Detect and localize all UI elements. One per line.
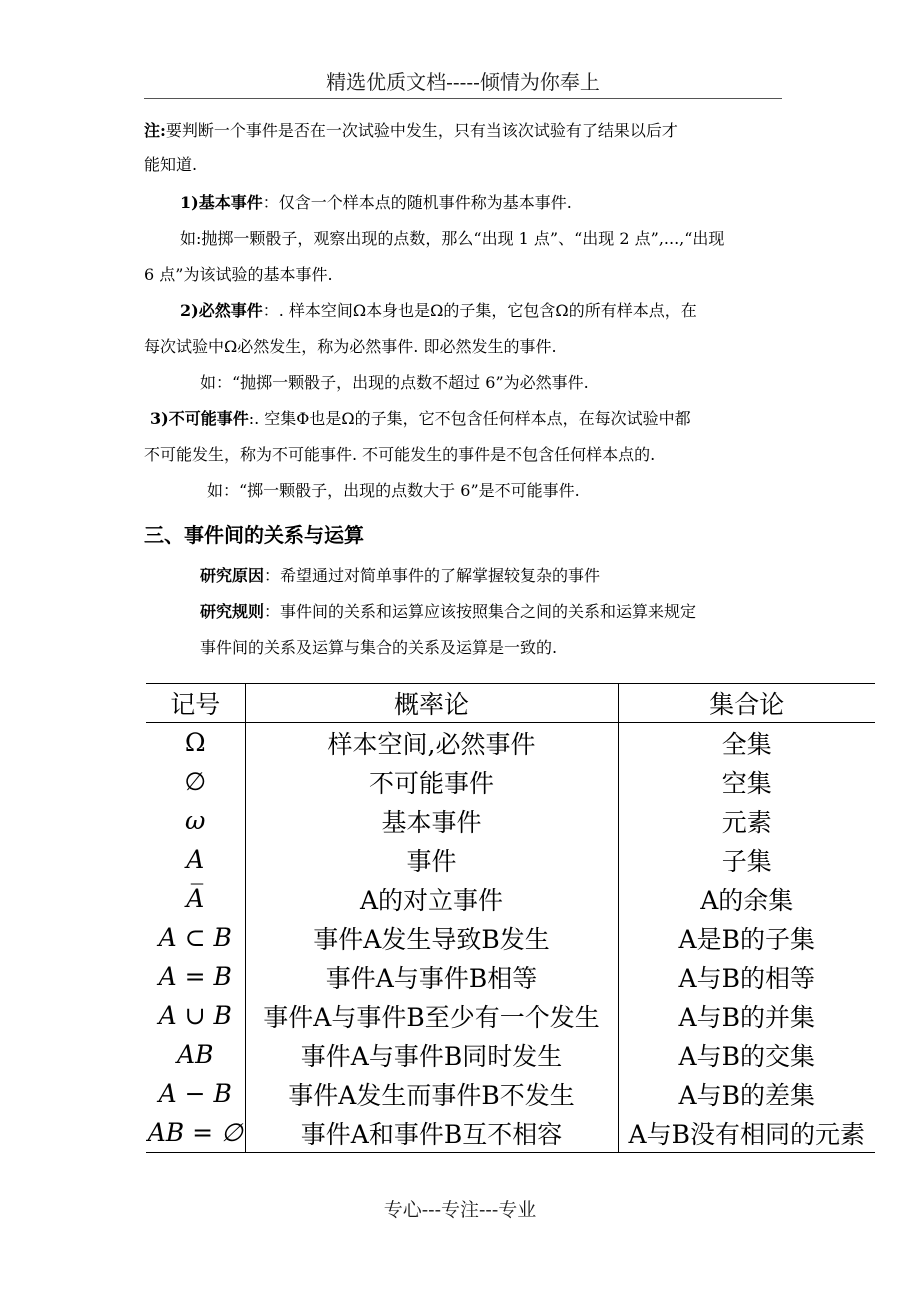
- table-row: [146, 762, 875, 801]
- note-text-2: 能知道.: [144, 155, 198, 174]
- symbol-cell: A ∪ B: [158, 1001, 232, 1030]
- set-cell: A的余集: [700, 885, 794, 915]
- set-cell: A与B的相等: [678, 963, 815, 993]
- basic-event-text: ：仅含一个样本点的随机事件称为基本事件.: [262, 193, 572, 212]
- probability-cell: 样本空间,必然事件: [245, 723, 618, 763]
- probability-cell: 事件A与事件B至少有一个发生: [245, 996, 618, 1035]
- certain-event-text-1: ：. 样本空间Ω本身也是Ω的子集，它包含Ω的所有样本点，在: [262, 301, 697, 320]
- probability-cell: 事件A和事件B互不相容: [245, 1113, 618, 1153]
- set-cell: 子集: [721, 846, 772, 876]
- research-rule-text: ：事件间的关系和运算应该按照集合之间的关系和运算来规定: [264, 602, 697, 621]
- header-symbol: 记号: [146, 684, 245, 723]
- note-label: 注:: [144, 121, 166, 140]
- probability-cell: A的对立事件: [245, 879, 618, 918]
- table-row: [146, 957, 875, 996]
- set-cell: A与B的差集: [678, 1080, 815, 1110]
- probability-cell: 事件A与事件B同时发生: [245, 1035, 618, 1074]
- note-text-1: 要判断一个事件是否在一次试验中发生，只有当该次试验有了结果以后才: [165, 121, 678, 140]
- set-cell: A与B的并集: [678, 1002, 815, 1032]
- research-rule-text-2: 事件间的关系及运算与集合的关系及运算是一致的.: [200, 638, 558, 657]
- impossible-event-label: 3)不可能事件: [150, 409, 249, 428]
- probability-cell: 基本事件: [245, 801, 618, 840]
- set-cell: A与B没有相同的元素: [618, 1113, 875, 1153]
- set-cell: 空集: [721, 768, 772, 798]
- symbol-cell: AB = ∅: [146, 1113, 245, 1153]
- set-cell: 元素: [721, 807, 772, 837]
- probability-cell: 事件A发生而事件B不发生: [245, 1074, 618, 1113]
- probability-cell: 事件A与事件B相等: [245, 957, 618, 996]
- probability-cell: 不可能事件: [245, 762, 618, 801]
- table-row: [146, 723, 875, 763]
- probability-cell: 事件A发生导致B发生: [245, 918, 618, 957]
- symbol-cell: A ⊂ B: [158, 923, 232, 952]
- header-probability: 概率论: [245, 684, 618, 723]
- research-rule-label: 研究规则: [200, 602, 265, 621]
- research-reason-label: 研究原因: [200, 566, 265, 585]
- impossible-event-text-1: :. 空集Φ也是Ω的子集，它不包含任何样本点，在每次试验中都: [248, 409, 691, 428]
- symbol-cell: Ω: [184, 728, 206, 757]
- impossible-event-example: 如：“掷一颗骰子，出现的点数大于 6”是不可能事件.: [207, 481, 580, 500]
- page-footer: 专心---专注---专业: [383, 1199, 537, 1221]
- basic-event-label: 1)基本事件: [180, 193, 263, 212]
- basic-event-example-2: 6 点”为该试验的基本事件.: [144, 265, 333, 284]
- impossible-event-definition: [150, 409, 691, 429]
- symbol-cell: AB: [177, 1040, 214, 1069]
- symbol-cell: ∅: [184, 767, 207, 796]
- impossible-event-text-2: 不可能发生，称为不可能事件. 不可能发生的事件是不包含任何样本点的.: [144, 445, 656, 464]
- set-cell: A是B的子集: [678, 924, 815, 954]
- research-reason: [200, 566, 600, 586]
- table-row: [146, 1113, 875, 1153]
- symbol-cell: A − B: [158, 1079, 232, 1108]
- header-set-theory: 集合论: [618, 684, 875, 723]
- research-reason-text: ：希望通过对简单事件的了解掌握较复杂的事件: [264, 566, 601, 585]
- header-divider: [144, 98, 782, 99]
- table-row: [146, 1035, 875, 1074]
- table-row: [146, 1074, 875, 1113]
- certain-event-example: 如：“抛掷一颗骰子，出现的点数不超过 6”为必然事件.: [200, 373, 589, 392]
- basic-event-definition: [180, 193, 572, 213]
- symbol-cell: A: [186, 845, 205, 874]
- table-header-row: [146, 684, 875, 723]
- probability-cell: 事件: [245, 840, 618, 879]
- page-header: 精选优质文档-----倾情为你奉上: [326, 70, 600, 94]
- symbol-cell: A = B: [158, 962, 232, 991]
- research-rule: [200, 602, 696, 622]
- certain-event-definition: [180, 301, 697, 321]
- table-row: [146, 879, 875, 918]
- certain-event-label: 2)必然事件: [180, 301, 263, 320]
- set-cell: 全集: [721, 729, 772, 759]
- set-cell: A与B的交集: [678, 1041, 815, 1071]
- table-row: [146, 996, 875, 1035]
- certain-event-text-2: 每次试验中Ω必然发生，称为必然事件. 即必然发生的事件.: [144, 337, 557, 356]
- symbol-cell: A̅: [186, 884, 205, 913]
- event-set-relation-table: [146, 683, 875, 1153]
- note-paragraph-line1: [144, 121, 678, 141]
- table-row: [146, 801, 875, 840]
- basic-event-example-1: 如:抛掷一颗骰子，观察出现的点数，那么“出现 1 点”、“出现 2 点”,...,“出现: [180, 229, 725, 248]
- table-row: [146, 918, 875, 957]
- symbol-cell: ω: [185, 806, 206, 835]
- section-heading: 三、事件间的关系与运算: [144, 523, 364, 547]
- table-row: [146, 840, 875, 879]
